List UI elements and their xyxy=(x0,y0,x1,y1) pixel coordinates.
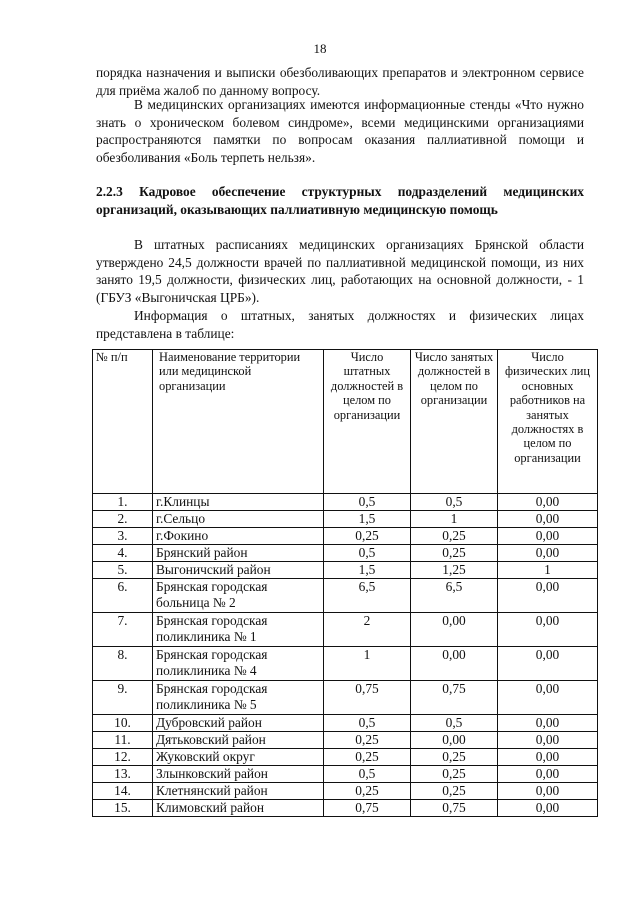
table-row xyxy=(93,511,598,528)
cell-persons: 0,00 xyxy=(498,545,598,562)
table-row xyxy=(93,562,598,579)
header-name: Наименование территории или медицинской организации xyxy=(153,350,324,494)
cell-staff: 1 xyxy=(324,647,411,681)
header-occupied: Число занятых должностей в целом по организации xyxy=(411,350,498,494)
cell-num: 5. xyxy=(93,562,153,579)
cell-persons: 0,00 xyxy=(498,715,598,732)
cell-num: 2. xyxy=(93,511,153,528)
cell-num: 10. xyxy=(93,715,153,732)
cell-occupied: 0,25 xyxy=(411,545,498,562)
cell-occupied: 0,00 xyxy=(411,647,498,681)
cell-staff: 1,5 xyxy=(324,562,411,579)
cell-num: 1. xyxy=(93,494,153,511)
cell-persons: 0,00 xyxy=(498,732,598,749)
cell-num: 3. xyxy=(93,528,153,545)
header-num: № п/п xyxy=(93,350,153,494)
cell-occupied: 0,75 xyxy=(411,800,498,817)
table-row xyxy=(93,545,598,562)
table-row xyxy=(93,749,598,766)
section-heading xyxy=(96,183,584,218)
cell-staff: 0,5 xyxy=(324,715,411,732)
cell-name: Брянская городская поликлиника № 5 xyxy=(153,681,324,715)
cell-name: Брянская городская поликлиника № 1 xyxy=(153,613,324,647)
cell-num: 7. xyxy=(93,613,153,647)
cell-staff: 0,5 xyxy=(324,545,411,562)
cell-staff: 0,25 xyxy=(324,732,411,749)
paragraph-continuation: порядка назначения и выписки обезболивающих препаратов и электронном сервисе для приёма жалоб по данному вопросу. xyxy=(96,65,584,98)
cell-name: Выгоничский район xyxy=(153,562,324,579)
cell-persons: 0,00 xyxy=(498,783,598,800)
cell-persons: 0,00 xyxy=(498,647,598,681)
cell-name: г.Фокино xyxy=(153,528,324,545)
cell-persons: 1 xyxy=(498,562,598,579)
cell-persons: 0,00 xyxy=(498,494,598,511)
table-row xyxy=(93,528,598,545)
page-number: 18 xyxy=(313,41,327,56)
cell-staff: 1,5 xyxy=(324,511,411,528)
cell-staff: 0,5 xyxy=(324,766,411,783)
cell-num: 6. xyxy=(93,579,153,613)
cell-name: Дятьковский район xyxy=(153,732,324,749)
cell-staff: 0,25 xyxy=(324,783,411,800)
cell-persons: 0,00 xyxy=(498,579,598,613)
cell-name: г.Клинцы xyxy=(153,494,324,511)
cell-occupied: 1,25 xyxy=(411,562,498,579)
table-row xyxy=(93,647,598,681)
cell-num: 12. xyxy=(93,749,153,766)
cell-num: 14. xyxy=(93,783,153,800)
cell-staff: 6,5 xyxy=(324,579,411,613)
cell-occupied: 1 xyxy=(411,511,498,528)
cell-persons: 0,00 xyxy=(498,511,598,528)
table-row xyxy=(93,579,598,613)
cell-name: Клетнянский район xyxy=(153,783,324,800)
cell-name: Жуковский округ xyxy=(153,749,324,766)
header-persons: Число физических лиц основных работников на занятых должностях в целом по организации xyxy=(498,350,598,494)
cell-occupied: 0,25 xyxy=(411,783,498,800)
cell-name: Брянский район xyxy=(153,545,324,562)
table-row xyxy=(93,681,598,715)
cell-staff: 0,5 xyxy=(324,494,411,511)
cell-persons: 0,00 xyxy=(498,528,598,545)
cell-num: 11. xyxy=(93,732,153,749)
cell-name: Брянская городская поликлиника № 4 xyxy=(153,647,324,681)
cell-persons: 0,00 xyxy=(498,681,598,715)
cell-num: 8. xyxy=(93,647,153,681)
cell-occupied: 0,75 xyxy=(411,681,498,715)
cell-num: 9. xyxy=(93,681,153,715)
cell-staff: 0,25 xyxy=(324,749,411,766)
cell-persons: 0,00 xyxy=(498,766,598,783)
paragraph-staffing: В штатных расписаниях медицинских организациях Брянской области утверждено 24,5 должности врачей по паллиативной медицинской помощи, из них занято 19,5 должности, физических лиц, работающих на основной должности, - 1 (ГБУЗ «Выгоничская ЦРБ»). xyxy=(96,237,584,305)
cell-name: Дубровский район xyxy=(153,715,324,732)
cell-persons: 0,00 xyxy=(498,749,598,766)
cell-occupied: 0,25 xyxy=(411,766,498,783)
header-staff: Число штатных должностей в целом по организации xyxy=(324,350,411,494)
section-number: 2.2.3 xyxy=(96,184,123,199)
cell-occupied: 6,5 xyxy=(411,579,498,613)
cell-staff: 0,75 xyxy=(324,681,411,715)
table-row xyxy=(93,494,598,511)
cell-occupied: 0,5 xyxy=(411,494,498,511)
cell-name: Климовский район xyxy=(153,800,324,817)
cell-name: г.Сельцо xyxy=(153,511,324,528)
cell-persons: 0,00 xyxy=(498,800,598,817)
cell-occupied: 0,25 xyxy=(411,749,498,766)
cell-occupied: 0,5 xyxy=(411,715,498,732)
table-header-row xyxy=(93,350,598,494)
cell-name: Злынковский район xyxy=(153,766,324,783)
table-row xyxy=(93,783,598,800)
table-row xyxy=(93,766,598,783)
table-row xyxy=(93,613,598,647)
cell-num: 15. xyxy=(93,800,153,817)
cell-occupied: 0,25 xyxy=(411,528,498,545)
cell-persons: 0,00 xyxy=(498,613,598,647)
cell-staff: 0,75 xyxy=(324,800,411,817)
cell-num: 13. xyxy=(93,766,153,783)
cell-num: 4. xyxy=(93,545,153,562)
table-row xyxy=(93,715,598,732)
cell-staff: 0,25 xyxy=(324,528,411,545)
cell-occupied: 0,00 xyxy=(411,732,498,749)
cell-name: Брянская городская больница № 2 xyxy=(153,579,324,613)
table-row xyxy=(93,800,598,817)
cell-occupied: 0,00 xyxy=(411,613,498,647)
staffing-table xyxy=(92,349,598,817)
section-title: Кадровое обеспечение структурных подразделений медицинских организаций, оказывающих паллиативную медицинскую помощь xyxy=(96,184,584,217)
paragraph-info-stands: В медицинских организациях имеются информационные стенды «Что нужно знать о хроническом болевом синдроме», всеми медицинскими организациями распространяются памятки по вопросам оказания паллиативной помощи и обезболивания «Боль терпеть нельзя». xyxy=(96,97,584,165)
table-row xyxy=(93,732,598,749)
cell-staff: 2 xyxy=(324,613,411,647)
paragraph-table-intro: Информация о штатных, занятых должностях и физических лицах представлена в таблице: xyxy=(96,308,584,341)
